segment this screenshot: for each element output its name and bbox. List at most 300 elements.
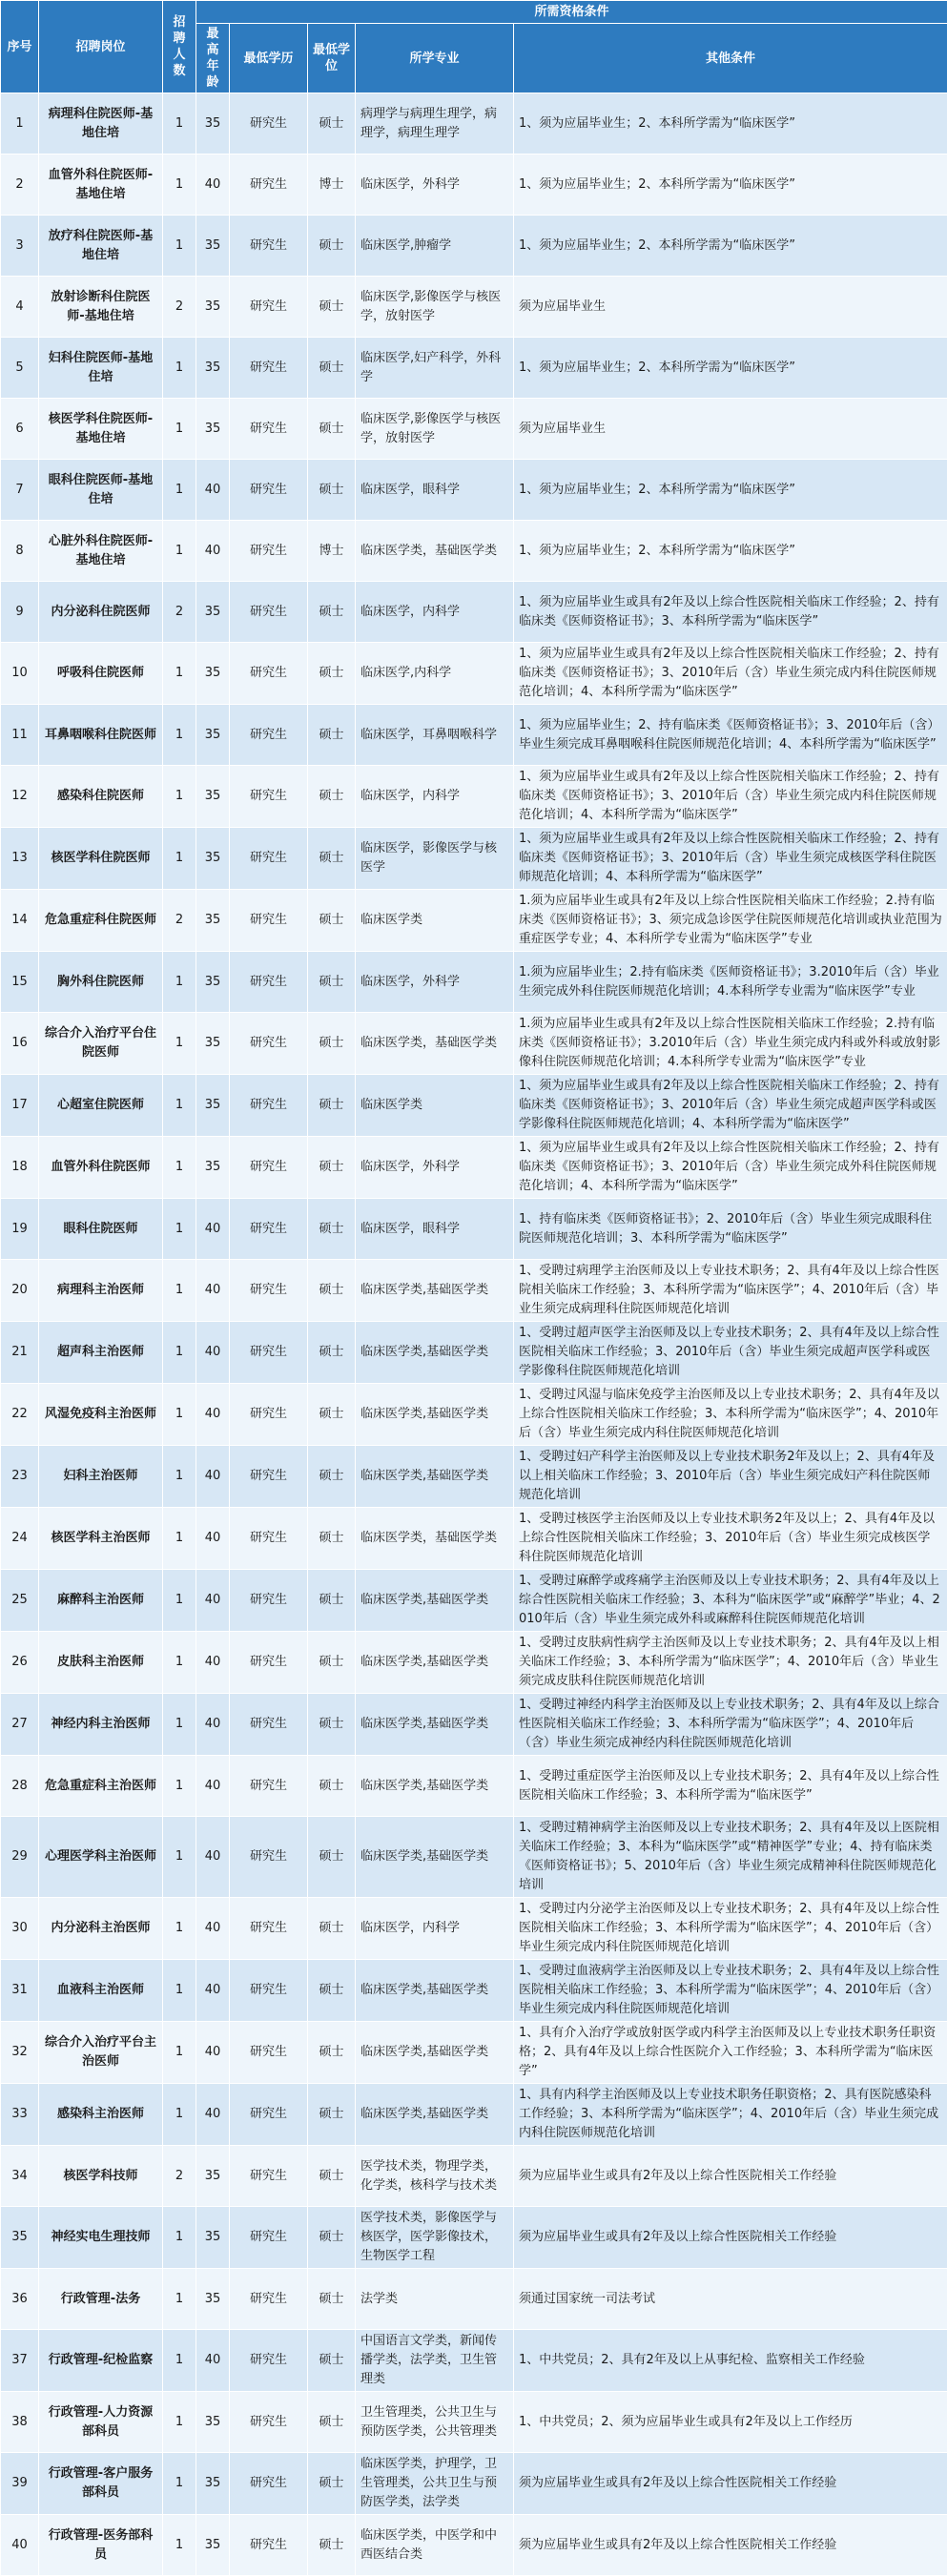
cell-age: 40 bbox=[196, 1508, 230, 1570]
cell-position: 胸外科住院医师 bbox=[39, 952, 163, 1013]
cell-position: 血管外科住院医师 bbox=[39, 1137, 163, 1199]
cell-position: 心超室住院医师 bbox=[39, 1075, 163, 1137]
cell-age: 40 bbox=[196, 1756, 230, 1817]
cell-degree: 硕士 bbox=[308, 2207, 356, 2269]
cell-no: 38 bbox=[1, 2392, 39, 2453]
cell-education: 研究生 bbox=[230, 1446, 308, 1508]
cell-degree: 硕士 bbox=[308, 338, 356, 399]
cell-age: 35 bbox=[196, 2269, 230, 2330]
cell-headcount: 2 bbox=[163, 582, 196, 643]
header-position: 招聘岗位 bbox=[39, 1, 163, 93]
cell-no: 12 bbox=[1, 766, 39, 828]
cell-degree: 硕士 bbox=[308, 460, 356, 521]
cell-other: 1、中共党员；2、须为应届毕业生或具有2年及以上工作经历 bbox=[514, 2392, 947, 2453]
cell-other: 1、受聘过内分泌学主治医师及以上专业技术职务；2、具有4年及以上综合性医院相关临床工作经验；3、本科所学需为“临床医学”；4、2010年后（含）毕业生须完成内科住院医师规范化培训 bbox=[514, 1898, 947, 1960]
cell-no: 6 bbox=[1, 399, 39, 460]
cell-position: 麻醉科主治医师 bbox=[39, 1570, 163, 1632]
cell-other: 1、受聘过病理学主治医师及以上专业技术职务；2、具有4年及以上综合性医院相关临床工作经验；3、本科所学需为“临床医学”；4、2010年后（含）毕业生须完成病理科住院医师规范化培训 bbox=[514, 1260, 947, 1322]
cell-degree: 硕士 bbox=[308, 1694, 356, 1756]
cell-position: 神经实电生理技师 bbox=[39, 2207, 163, 2269]
cell-other: 须为应届毕业生或具有2年及以上综合性医院相关工作经验 bbox=[514, 2453, 947, 2515]
cell-other: 1、须为应届毕业生或具有2年及以上综合性医院相关临床工作经验；2、持有临床类《医师资格证书》；3、本科所学需为“临床医学” bbox=[514, 582, 947, 643]
table-row bbox=[1, 521, 947, 582]
table-row bbox=[1, 460, 947, 521]
cell-no: 35 bbox=[1, 2207, 39, 2269]
cell-other: 1、具有内科学主治医师及以上专业技术职务任职资格；2、具有医院感染科工作经验；3、本科所学需为“临床医学”；4、2010年后（含）毕业生须完成内科住院医师规范化培训 bbox=[514, 2084, 947, 2146]
cell-major: 临床医学类，基础医学类 bbox=[356, 1013, 514, 1075]
cell-position: 超声科主治医师 bbox=[39, 1322, 163, 1384]
table-row bbox=[1, 766, 947, 828]
table-row bbox=[1, 1013, 947, 1075]
cell-age: 35 bbox=[196, 2453, 230, 2515]
table-row bbox=[1, 2022, 947, 2084]
cell-other: 1、须为应届毕业生；2、本科所学需为“临床医学” bbox=[514, 521, 947, 582]
cell-headcount: 1 bbox=[163, 1446, 196, 1508]
table-row bbox=[1, 2453, 947, 2515]
cell-education: 研究生 bbox=[230, 521, 308, 582]
table-row bbox=[1, 1199, 947, 1260]
cell-degree: 硕士 bbox=[308, 93, 356, 155]
cell-position: 呼吸科住院医师 bbox=[39, 643, 163, 705]
cell-other: 须为应届毕业生或具有2年及以上综合性医院相关工作经验 bbox=[514, 2146, 947, 2207]
cell-no: 7 bbox=[1, 460, 39, 521]
table-row bbox=[1, 643, 947, 705]
cell-age: 40 bbox=[196, 1960, 230, 2022]
cell-no: 9 bbox=[1, 582, 39, 643]
cell-no: 1 bbox=[1, 93, 39, 155]
cell-major: 临床医学类，基础医学类 bbox=[356, 1508, 514, 1570]
cell-degree: 硕士 bbox=[308, 2453, 356, 2515]
cell-no: 10 bbox=[1, 643, 39, 705]
table-row bbox=[1, 1137, 947, 1199]
table-row bbox=[1, 828, 947, 890]
cell-no: 18 bbox=[1, 1137, 39, 1199]
cell-other: 1.须为应届毕业生或具有2年及以上综合性医院相关临床工作经验；2.持有临床类《医师资格证书》；3.2010年后（含）毕业生须完成内科或外科或放射影像科住院医师规范化培训；4.本科所学专业需为“临床医学”专业 bbox=[514, 1013, 947, 1075]
table-row bbox=[1, 93, 947, 155]
header-group: 所需资格条件 bbox=[196, 1, 947, 24]
cell-major: 临床医学,妇产科学，外科学 bbox=[356, 338, 514, 399]
cell-major: 临床医学类,基础医学类 bbox=[356, 1632, 514, 1694]
cell-education: 研究生 bbox=[230, 1075, 308, 1137]
cell-position: 放疗科住院医师-基地住培 bbox=[39, 216, 163, 277]
cell-major: 法学类 bbox=[356, 2269, 514, 2330]
cell-other: 1、须为应届毕业生或具有2年及以上综合性医院相关临床工作经验；2、持有临床类《医师资格证书》；3、2010年后（含）毕业生须完成外科住院医师规范化培训；4、本科所学需为“临床医学” bbox=[514, 1137, 947, 1199]
cell-education: 研究生 bbox=[230, 582, 308, 643]
table-row bbox=[1, 1960, 947, 2022]
cell-other: 1、须为应届毕业生或具有2年及以上综合性医院相关临床工作经验；2、持有临床类《医师资格证书》；3、2010年后（含）毕业生须完成核医学科住院医师规范化培训；4、本科所学需为“临床医学” bbox=[514, 828, 947, 890]
cell-no: 33 bbox=[1, 2084, 39, 2146]
cell-age: 40 bbox=[196, 1694, 230, 1756]
cell-major: 临床医学类,基础医学类 bbox=[356, 1384, 514, 1446]
table-row bbox=[1, 2515, 947, 2576]
cell-position: 行政管理-纪检监察 bbox=[39, 2330, 163, 2392]
cell-age: 35 bbox=[196, 766, 230, 828]
cell-age: 35 bbox=[196, 582, 230, 643]
cell-other: 1、须为应届毕业生；2、本科所学需为“临床医学” bbox=[514, 155, 947, 216]
cell-education: 研究生 bbox=[230, 1570, 308, 1632]
cell-headcount: 1 bbox=[163, 399, 196, 460]
cell-age: 35 bbox=[196, 828, 230, 890]
cell-age: 35 bbox=[196, 216, 230, 277]
cell-headcount: 1 bbox=[163, 1508, 196, 1570]
table-row bbox=[1, 338, 947, 399]
cell-education: 研究生 bbox=[230, 1384, 308, 1446]
cell-no: 14 bbox=[1, 890, 39, 952]
table-row bbox=[1, 1508, 947, 1570]
cell-major: 临床医学类,基础医学类 bbox=[356, 1446, 514, 1508]
cell-no: 3 bbox=[1, 216, 39, 277]
cell-no: 25 bbox=[1, 1570, 39, 1632]
table-row bbox=[1, 582, 947, 643]
cell-headcount: 1 bbox=[163, 460, 196, 521]
table-row bbox=[1, 2392, 947, 2453]
cell-age: 40 bbox=[196, 1322, 230, 1384]
cell-age: 40 bbox=[196, 1446, 230, 1508]
cell-headcount: 1 bbox=[163, 643, 196, 705]
cell-headcount: 1 bbox=[163, 216, 196, 277]
cell-other: 1、须为应届毕业生或具有2年及以上综合性医院相关临床工作经验；2、持有临床类《医师资格证书》；3、2010年后（含）毕业生须完成内科住院医师规范化培训；4、本科所学需为“临床医学” bbox=[514, 766, 947, 828]
cell-degree: 硕士 bbox=[308, 399, 356, 460]
cell-degree: 硕士 bbox=[308, 2392, 356, 2453]
cell-no: 17 bbox=[1, 1075, 39, 1137]
cell-position: 核医学科住院医师-基地住培 bbox=[39, 399, 163, 460]
cell-age: 40 bbox=[196, 1260, 230, 1322]
header-degree: 最低学位 bbox=[308, 24, 356, 93]
cell-education: 研究生 bbox=[230, 952, 308, 1013]
cell-headcount: 1 bbox=[163, 1898, 196, 1960]
cell-degree: 硕士 bbox=[308, 1199, 356, 1260]
table-row bbox=[1, 1446, 947, 1508]
table-row bbox=[1, 2084, 947, 2146]
cell-age: 35 bbox=[196, 643, 230, 705]
cell-major: 临床医学,肿瘤学 bbox=[356, 216, 514, 277]
cell-age: 40 bbox=[196, 460, 230, 521]
cell-other: 1、受聘过精神病学主治医师及以上专业技术职务；2、具有4年及以上医院相关临床工作经验；3、本科为“临床医学”或“精神医学”专业；4、持有临床类《医师资格证书》；5、2010年后（含）毕业生须完成精神科住院医师规范化培训 bbox=[514, 1817, 947, 1898]
cell-education: 研究生 bbox=[230, 2392, 308, 2453]
cell-age: 40 bbox=[196, 2022, 230, 2084]
cell-education: 研究生 bbox=[230, 1960, 308, 2022]
cell-degree: 硕士 bbox=[308, 828, 356, 890]
cell-major: 中国语言文学类，新闻传播学类，法学类，卫生管理类 bbox=[356, 2330, 514, 2392]
cell-other: 1、受聘过妇产科学主治医师及以上专业技术职务2年及以上；2、具有4年及以上相关临床工作经验；3、2010年后（含）毕业生须完成妇产科住院医师规范化培训 bbox=[514, 1446, 947, 1508]
table-row bbox=[1, 216, 947, 277]
cell-other: 1、中共党员；2、具有2年及以上从事纪检、监察相关工作经验 bbox=[514, 2330, 947, 2392]
cell-headcount: 1 bbox=[163, 521, 196, 582]
cell-no: 4 bbox=[1, 277, 39, 338]
cell-no: 24 bbox=[1, 1508, 39, 1570]
cell-no: 32 bbox=[1, 2022, 39, 2084]
cell-degree: 硕士 bbox=[308, 890, 356, 952]
cell-degree: 硕士 bbox=[308, 1013, 356, 1075]
cell-education: 研究生 bbox=[230, 643, 308, 705]
cell-no: 40 bbox=[1, 2515, 39, 2576]
cell-position: 眼科住院医师 bbox=[39, 1199, 163, 1260]
cell-other: 1、须为应届毕业生或具有2年及以上综合性医院相关临床工作经验；2、持有临床类《医师资格证书》；3、2010年后（含）毕业生须完成内科住院医师规范化培训；4、本科所学需为“临床医学” bbox=[514, 643, 947, 705]
cell-headcount: 1 bbox=[163, 93, 196, 155]
cell-major: 临床医学类,基础医学类 bbox=[356, 1694, 514, 1756]
cell-education: 研究生 bbox=[230, 2207, 308, 2269]
table-row bbox=[1, 1075, 947, 1137]
cell-education: 研究生 bbox=[230, 1013, 308, 1075]
table-row bbox=[1, 705, 947, 766]
cell-no: 21 bbox=[1, 1322, 39, 1384]
cell-position: 综合介入治疗平台住院医师 bbox=[39, 1013, 163, 1075]
table-row bbox=[1, 1322, 947, 1384]
cell-other: 1、须为应届毕业生；2、本科所学需为“临床医学” bbox=[514, 93, 947, 155]
cell-major: 临床医学类,基础医学类 bbox=[356, 1322, 514, 1384]
cell-no: 23 bbox=[1, 1446, 39, 1508]
cell-position: 核医学科主治医师 bbox=[39, 1508, 163, 1570]
table-row bbox=[1, 1570, 947, 1632]
cell-major: 临床医学类，基础医学类 bbox=[356, 521, 514, 582]
cell-education: 研究生 bbox=[230, 338, 308, 399]
cell-major: 临床医学类，护理学，卫生管理类，公共卫生与预防医学类，法学类 bbox=[356, 2453, 514, 2515]
cell-major: 临床医学，外科学 bbox=[356, 155, 514, 216]
cell-major: 临床医学类,基础医学类 bbox=[356, 1960, 514, 2022]
cell-no: 26 bbox=[1, 1632, 39, 1694]
cell-education: 研究生 bbox=[230, 2453, 308, 2515]
table-row bbox=[1, 1756, 947, 1817]
cell-degree: 硕士 bbox=[308, 2515, 356, 2576]
cell-position: 病理科住院医师-基地住培 bbox=[39, 93, 163, 155]
cell-other: 1.须为应届毕业生；2.持有临床类《医师资格证书》；3.2010年后（含）毕业生须完成外科住院医师规范化培训；4.本科所学专业需为“临床医学”专业 bbox=[514, 952, 947, 1013]
cell-other: 1、受聘过神经内科学主治医师及以上专业技术职务；2、具有4年及以上综合性医院相关临床工作经验；3、本科所学需为“临床医学”；4、2010年后（含）毕业生须完成神经内科住院医师规范化培训 bbox=[514, 1694, 947, 1756]
header-major: 所学专业 bbox=[356, 24, 514, 93]
cell-age: 35 bbox=[196, 2207, 230, 2269]
cell-education: 研究生 bbox=[230, 155, 308, 216]
cell-major: 病理学与病理生理学，病理学，病理生理学 bbox=[356, 93, 514, 155]
cell-no: 27 bbox=[1, 1694, 39, 1756]
cell-major: 临床医学类，中医学和中西医结合类 bbox=[356, 2515, 514, 2576]
cell-headcount: 1 bbox=[163, 2084, 196, 2146]
cell-major: 临床医学，外科学 bbox=[356, 952, 514, 1013]
cell-other: 1、受聘过麻醉学或疼痛学主治医师及以上专业技术职务；2、具有4年及以上综合性医院相关临床工作经验；3、本科为“临床医学”或“麻醉学”毕业；4、2010年后（含）毕业生须完成外科或麻醉科住院医师规范化培训 bbox=[514, 1570, 947, 1632]
cell-degree: 硕士 bbox=[308, 705, 356, 766]
table-row bbox=[1, 277, 947, 338]
cell-no: 5 bbox=[1, 338, 39, 399]
cell-education: 研究生 bbox=[230, 1199, 308, 1260]
cell-major: 卫生管理类，公共卫生与预防医学类，公共管理类 bbox=[356, 2392, 514, 2453]
cell-major: 临床医学类,基础医学类 bbox=[356, 1756, 514, 1817]
cell-degree: 博士 bbox=[308, 155, 356, 216]
header-other: 其他条件 bbox=[514, 24, 947, 93]
cell-no: 31 bbox=[1, 1960, 39, 2022]
cell-age: 35 bbox=[196, 338, 230, 399]
table-row bbox=[1, 2207, 947, 2269]
cell-headcount: 1 bbox=[163, 1013, 196, 1075]
cell-headcount: 1 bbox=[163, 828, 196, 890]
table-row bbox=[1, 2269, 947, 2330]
cell-position: 感染科住院医师 bbox=[39, 766, 163, 828]
cell-major: 临床医学类,基础医学类 bbox=[356, 1570, 514, 1632]
cell-education: 研究生 bbox=[230, 705, 308, 766]
cell-position: 行政管理-法务 bbox=[39, 2269, 163, 2330]
cell-no: 29 bbox=[1, 1817, 39, 1898]
cell-position: 血管外科住院医师-基地住培 bbox=[39, 155, 163, 216]
cell-major: 临床医学，外科学 bbox=[356, 1137, 514, 1199]
cell-major: 临床医学，影像医学与核医学 bbox=[356, 828, 514, 890]
cell-position: 耳鼻咽喉科住院医师 bbox=[39, 705, 163, 766]
cell-education: 研究生 bbox=[230, 2269, 308, 2330]
cell-major: 临床医学类,基础医学类 bbox=[356, 2022, 514, 2084]
cell-position: 妇科主治医师 bbox=[39, 1446, 163, 1508]
cell-degree: 硕士 bbox=[308, 1632, 356, 1694]
cell-age: 40 bbox=[196, 1199, 230, 1260]
cell-no: 34 bbox=[1, 2146, 39, 2207]
cell-other: 1、受聘过皮肤病性病学主治医师及以上专业技术职务；2、具有4年及以上相关临床工作经验；3、本科所学需为“临床医学”；4、2010年后（含）毕业生须完成皮肤科住院医师规范化培训 bbox=[514, 1632, 947, 1694]
cell-age: 40 bbox=[196, 155, 230, 216]
cell-major: 临床医学类 bbox=[356, 1075, 514, 1137]
cell-age: 40 bbox=[196, 1570, 230, 1632]
cell-headcount: 1 bbox=[163, 1632, 196, 1694]
cell-no: 2 bbox=[1, 155, 39, 216]
cell-position: 行政管理-人力资源部科员 bbox=[39, 2392, 163, 2453]
cell-position: 行政管理-客户服务部科员 bbox=[39, 2453, 163, 2515]
cell-age: 40 bbox=[196, 2330, 230, 2392]
cell-headcount: 1 bbox=[163, 1570, 196, 1632]
table-row bbox=[1, 1384, 947, 1446]
cell-major: 临床医学，内科学 bbox=[356, 582, 514, 643]
cell-position: 病理科主治医师 bbox=[39, 1260, 163, 1322]
cell-degree: 硕士 bbox=[308, 1960, 356, 2022]
cell-education: 研究生 bbox=[230, 216, 308, 277]
cell-degree: 硕士 bbox=[308, 1898, 356, 1960]
cell-headcount: 1 bbox=[163, 1260, 196, 1322]
cell-other: 须为应届毕业生 bbox=[514, 399, 947, 460]
cell-other: 1、受聘过超声医学主治医师及以上专业技术职务；2、具有4年及以上综合性医院相关临床工作经验；3、2010年后（含）毕业生须完成超声医学科或医学影像科住院医师规范化培训 bbox=[514, 1322, 947, 1384]
cell-age: 35 bbox=[196, 952, 230, 1013]
table-row bbox=[1, 1260, 947, 1322]
cell-age: 35 bbox=[196, 1137, 230, 1199]
cell-headcount: 2 bbox=[163, 890, 196, 952]
table-header bbox=[1, 1, 947, 93]
cell-education: 研究生 bbox=[230, 766, 308, 828]
cell-degree: 硕士 bbox=[308, 2269, 356, 2330]
cell-major: 临床医学,影像医学与核医学，放射医学 bbox=[356, 277, 514, 338]
cell-degree: 硕士 bbox=[308, 1446, 356, 1508]
cell-degree: 硕士 bbox=[308, 216, 356, 277]
cell-other: 1、须为应届毕业生或具有2年及以上综合性医院相关临床工作经验；2、持有临床类《医师资格证书》；3、2010年后（含）毕业生须完成超声医学科或医学影像科住院医师规范化培训；4、本科所学需为“临床医学” bbox=[514, 1075, 947, 1137]
table-row bbox=[1, 890, 947, 952]
table-row bbox=[1, 1898, 947, 1960]
cell-education: 研究生 bbox=[230, 1694, 308, 1756]
cell-major: 临床医学，内科学 bbox=[356, 766, 514, 828]
cell-position: 神经内科主治医师 bbox=[39, 1694, 163, 1756]
cell-headcount: 1 bbox=[163, 1199, 196, 1260]
cell-other: 1、须为应届毕业生；2、本科所学需为“临床医学” bbox=[514, 216, 947, 277]
cell-education: 研究生 bbox=[230, 2515, 308, 2576]
cell-headcount: 1 bbox=[163, 2330, 196, 2392]
cell-degree: 硕士 bbox=[308, 582, 356, 643]
cell-other: 1、受聘过核医学主治医师及以上专业技术职务2年及以上；2、具有4年及以上综合性医院相关临床工作经验；3、2010年后（含）毕业生须完成核医学科住院医师规范化培训 bbox=[514, 1508, 947, 1570]
cell-degree: 硕士 bbox=[308, 277, 356, 338]
cell-education: 研究生 bbox=[230, 1817, 308, 1898]
cell-headcount: 1 bbox=[163, 2207, 196, 2269]
cell-major: 临床医学，内科学 bbox=[356, 1898, 514, 1960]
cell-education: 研究生 bbox=[230, 1632, 308, 1694]
cell-position: 综合介入治疗平台主治医师 bbox=[39, 2022, 163, 2084]
cell-major: 医学技术类，影像医学与核医学，医学影像技术，生物医学工程 bbox=[356, 2207, 514, 2269]
cell-headcount: 1 bbox=[163, 1756, 196, 1817]
cell-degree: 硕士 bbox=[308, 2022, 356, 2084]
cell-major: 临床医学,影像医学与核医学，放射医学 bbox=[356, 399, 514, 460]
cell-degree: 硕士 bbox=[308, 2330, 356, 2392]
table-row bbox=[1, 952, 947, 1013]
cell-major: 临床医学,内科学 bbox=[356, 643, 514, 705]
cell-age: 35 bbox=[196, 890, 230, 952]
cell-headcount: 1 bbox=[163, 1817, 196, 1898]
cell-headcount: 1 bbox=[163, 2022, 196, 2084]
cell-degree: 硕士 bbox=[308, 1260, 356, 1322]
cell-position: 心理医学科主治医师 bbox=[39, 1817, 163, 1898]
cell-no: 20 bbox=[1, 1260, 39, 1322]
cell-degree: 硕士 bbox=[308, 1570, 356, 1632]
cell-other: 1、须为应届毕业生；2、本科所学需为“临床医学” bbox=[514, 460, 947, 521]
cell-degree: 硕士 bbox=[308, 1384, 356, 1446]
cell-age: 40 bbox=[196, 1384, 230, 1446]
cell-other: 须为应届毕业生或具有2年及以上综合性医院相关工作经验 bbox=[514, 2207, 947, 2269]
cell-headcount: 1 bbox=[163, 1322, 196, 1384]
cell-position: 妇科住院医师-基地住培 bbox=[39, 338, 163, 399]
cell-age: 35 bbox=[196, 2515, 230, 2576]
cell-position: 风湿免疫科主治医师 bbox=[39, 1384, 163, 1446]
cell-education: 研究生 bbox=[230, 460, 308, 521]
cell-education: 研究生 bbox=[230, 2022, 308, 2084]
table-row bbox=[1, 1632, 947, 1694]
cell-headcount: 1 bbox=[163, 705, 196, 766]
cell-no: 37 bbox=[1, 2330, 39, 2392]
cell-other: 须为应届毕业生或具有2年及以上综合性医院相关工作经验 bbox=[514, 2515, 947, 2576]
cell-no: 36 bbox=[1, 2269, 39, 2330]
cell-age: 40 bbox=[196, 1898, 230, 1960]
cell-other: 1.须为应届毕业生或具有2年及以上综合性医院相关临床工作经验；2.持有临床类《医师资格证书》；3、须完成急诊医学住院医师规范化培训或执业范围为重症医学专业；4、本科所学专业需为“临床医学”专业 bbox=[514, 890, 947, 952]
cell-age: 35 bbox=[196, 1075, 230, 1137]
cell-degree: 硕士 bbox=[308, 952, 356, 1013]
cell-no: 15 bbox=[1, 952, 39, 1013]
cell-position: 内分泌科主治医师 bbox=[39, 1898, 163, 1960]
cell-no: 16 bbox=[1, 1013, 39, 1075]
cell-age: 40 bbox=[196, 1817, 230, 1898]
cell-other: 1、须为应届毕业生；2、本科所学需为“临床医学” bbox=[514, 338, 947, 399]
cell-education: 研究生 bbox=[230, 399, 308, 460]
cell-headcount: 1 bbox=[163, 338, 196, 399]
cell-degree: 硕士 bbox=[308, 1756, 356, 1817]
cell-age: 40 bbox=[196, 1632, 230, 1694]
cell-headcount: 1 bbox=[163, 766, 196, 828]
cell-major: 临床医学，眼科学 bbox=[356, 460, 514, 521]
cell-age: 35 bbox=[196, 1013, 230, 1075]
cell-position: 危急重症科住院医师 bbox=[39, 890, 163, 952]
cell-major: 临床医学，眼科学 bbox=[356, 1199, 514, 1260]
cell-age: 35 bbox=[196, 93, 230, 155]
table-row bbox=[1, 399, 947, 460]
cell-other: 1、须为应届毕业生；2、持有临床类《医师资格证书》；3、2010年后（含）毕业生须完成耳鼻咽喉科住院医师规范化培训；4、本科所学需为“临床医学” bbox=[514, 705, 947, 766]
cell-education: 研究生 bbox=[230, 1756, 308, 1817]
cell-position: 核医学科技师 bbox=[39, 2146, 163, 2207]
cell-education: 研究生 bbox=[230, 1508, 308, 1570]
cell-headcount: 1 bbox=[163, 2269, 196, 2330]
cell-headcount: 2 bbox=[163, 277, 196, 338]
cell-degree: 硕士 bbox=[308, 1817, 356, 1898]
cell-other: 须为应届毕业生 bbox=[514, 277, 947, 338]
cell-degree: 硕士 bbox=[308, 1075, 356, 1137]
cell-degree: 硕士 bbox=[308, 1508, 356, 1570]
cell-no: 28 bbox=[1, 1756, 39, 1817]
cell-degree: 硕士 bbox=[308, 2146, 356, 2207]
cell-position: 核医学科住院医师 bbox=[39, 828, 163, 890]
header-headcount: 招聘人数 bbox=[163, 1, 196, 93]
header-no: 序号 bbox=[1, 1, 39, 93]
